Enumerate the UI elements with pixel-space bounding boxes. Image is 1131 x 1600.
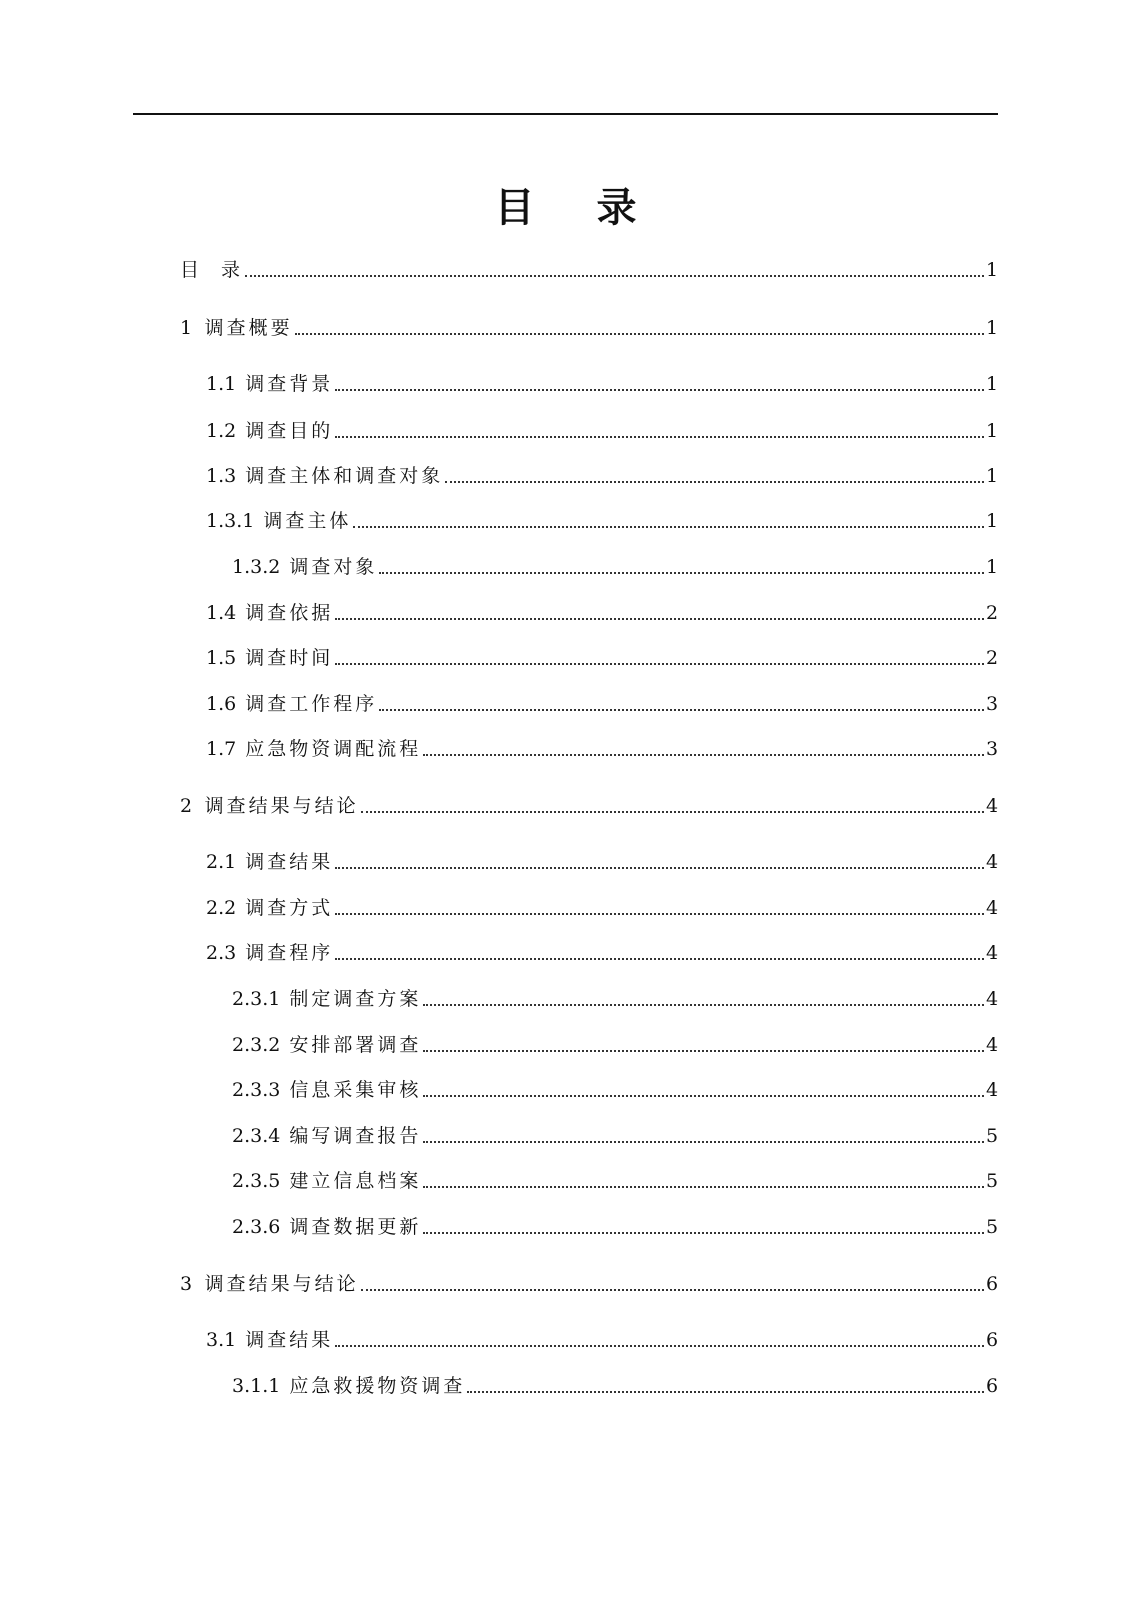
toc-entry-number: 目 xyxy=(180,259,200,281)
toc-entry[interactable] xyxy=(232,1031,998,1059)
toc-entry-text: 调查数据更新 xyxy=(289,1216,422,1238)
toc-entry-text: 信息采集审核 xyxy=(289,1079,422,1101)
toc-entry-label xyxy=(206,848,333,876)
toc-page-number: 1 xyxy=(986,317,999,339)
toc-entry[interactable] xyxy=(180,1270,998,1298)
toc-page-number: 4 xyxy=(986,988,999,1010)
toc-leader-dots xyxy=(335,913,984,915)
toc-leader-dots xyxy=(361,811,984,813)
toc-entry-label xyxy=(180,314,293,342)
toc-leader-dots xyxy=(335,618,984,620)
toc-entry-number: 3.1 xyxy=(206,1329,237,1351)
toc-entry-number: 2.3.5 xyxy=(232,1170,281,1192)
toc-entry[interactable] xyxy=(232,1076,998,1104)
toc-leader-dots xyxy=(379,709,984,711)
toc-entry[interactable] xyxy=(232,985,998,1013)
toc-entry-number: 1.3 xyxy=(206,465,237,487)
toc-entry-number: 1.4 xyxy=(206,602,237,624)
toc-entry-text: 调查依据 xyxy=(245,602,334,624)
toc-entry-label xyxy=(180,792,359,820)
toc-entry[interactable] xyxy=(180,256,998,284)
toc-entry[interactable] xyxy=(232,1167,998,1195)
toc-page-number: 4 xyxy=(986,897,999,919)
toc-entry-number: 2.3.3 xyxy=(232,1079,281,1101)
toc-entry-label xyxy=(206,690,377,718)
toc-leader-dots xyxy=(423,1004,984,1006)
toc-entry[interactable] xyxy=(206,939,998,967)
toc-entry-label xyxy=(232,1372,465,1400)
toc-leader-dots xyxy=(353,526,984,528)
toc-leader-dots xyxy=(335,389,984,391)
toc-entry-text: 调查背景 xyxy=(245,373,334,395)
toc-entry-label xyxy=(232,1167,421,1195)
toc-entry-number: 2.3.1 xyxy=(232,988,281,1010)
toc-entry[interactable] xyxy=(232,1122,998,1150)
toc-entry-label xyxy=(206,735,421,763)
toc-page-number: 1 xyxy=(986,510,999,532)
toc-leader-dots xyxy=(423,1232,984,1234)
toc-page-number: 1 xyxy=(986,556,999,578)
toc-page-number: 6 xyxy=(986,1375,999,1397)
toc-entry-number: 2.3.2 xyxy=(232,1034,281,1056)
toc-page-number: 1 xyxy=(986,373,999,395)
toc-leader-dots xyxy=(379,572,984,574)
toc-entry-text: 调查主体 xyxy=(263,510,352,532)
toc-leader-dots xyxy=(423,1050,984,1052)
toc-entry-label xyxy=(232,553,377,581)
toc-leader-dots xyxy=(423,754,984,756)
toc-entry[interactable] xyxy=(206,690,998,718)
toc-page-number: 4 xyxy=(986,942,999,964)
toc-entry-text: 调查主体和调查对象 xyxy=(245,465,444,487)
toc-entry-text: 调查工作程序 xyxy=(245,693,378,715)
toc-entry-number: 1.7 xyxy=(206,738,237,760)
toc-entry[interactable] xyxy=(232,1213,998,1241)
toc-leader-dots xyxy=(335,1345,984,1347)
toc-entry-label xyxy=(206,417,333,445)
toc-page-number: 4 xyxy=(986,795,999,817)
toc-entry-number: 1.3.1 xyxy=(206,510,255,532)
toc-page-number: 5 xyxy=(986,1216,999,1238)
toc-page-number: 2 xyxy=(986,647,999,669)
toc-entry-number: 1.2 xyxy=(206,420,237,442)
toc-entry-label xyxy=(232,1076,421,1104)
toc-entry-label xyxy=(180,256,243,284)
toc-entry-label xyxy=(206,939,333,967)
toc-page-number: 3 xyxy=(986,738,999,760)
toc-entry-label xyxy=(206,507,351,535)
toc-entry-label xyxy=(232,1213,421,1241)
toc-entry[interactable] xyxy=(206,462,998,490)
toc-leader-dots xyxy=(335,958,984,960)
toc-entry[interactable] xyxy=(232,553,998,581)
toc-entry[interactable] xyxy=(206,1326,998,1354)
toc-entry-text: 制定调查方案 xyxy=(289,988,422,1010)
toc-title: 目 录 xyxy=(494,185,661,231)
toc-entry[interactable] xyxy=(206,417,998,445)
toc-page-number: 2 xyxy=(986,602,999,624)
toc-page-number: 4 xyxy=(986,1034,999,1056)
toc-entry[interactable] xyxy=(206,894,998,922)
toc-entry-label xyxy=(206,370,333,398)
toc-entry-label xyxy=(206,599,333,627)
toc-entry-number: 2 xyxy=(180,795,193,817)
toc-entry[interactable] xyxy=(206,848,998,876)
toc-entry-text: 调查结果 xyxy=(245,851,334,873)
toc-entry-text: 调查概要 xyxy=(204,317,293,339)
toc-entry-text: 调查目的 xyxy=(245,420,334,442)
toc-entry[interactable] xyxy=(206,370,998,398)
toc-leader-dots xyxy=(335,663,984,665)
toc-entry-text: 建立信息档案 xyxy=(289,1170,422,1192)
toc-entry-label xyxy=(206,1326,333,1354)
toc-page-number: 1 xyxy=(986,420,999,442)
toc-entry-number: 2.3.4 xyxy=(232,1125,281,1147)
toc-page-number: 1 xyxy=(986,465,999,487)
toc-entry-label xyxy=(180,1270,359,1298)
toc-leader-dots xyxy=(423,1186,984,1188)
toc-leader-dots xyxy=(445,481,984,483)
toc-entry-text: 录 xyxy=(221,259,244,281)
toc-entry-text: 调查对象 xyxy=(289,556,378,578)
toc-entry-text: 编写调查报告 xyxy=(289,1125,422,1147)
toc-entry-text: 安排部署调查 xyxy=(289,1034,422,1056)
toc-entry-text: 应急物资调配流程 xyxy=(245,738,422,760)
toc-entry-text: 调查时间 xyxy=(245,647,334,669)
toc-entry[interactable] xyxy=(232,1372,998,1400)
toc-page-number: 6 xyxy=(986,1273,999,1295)
toc-page-number: 5 xyxy=(986,1170,999,1192)
toc-leader-dots xyxy=(245,275,984,277)
toc-leader-dots xyxy=(423,1141,984,1143)
toc-entry-text: 调查程序 xyxy=(245,942,334,964)
toc-page-number: 5 xyxy=(986,1125,999,1147)
toc-entry[interactable] xyxy=(206,599,998,627)
toc-entry-label xyxy=(206,894,333,922)
toc-entry-number: 2.1 xyxy=(206,851,237,873)
toc-entry-number: 1 xyxy=(180,317,193,339)
toc-entry-label xyxy=(232,1031,421,1059)
toc-leader-dots xyxy=(467,1391,984,1393)
toc-leader-dots xyxy=(423,1095,984,1097)
toc-entry[interactable] xyxy=(180,792,998,820)
toc-entry-text: 应急救援物资调查 xyxy=(289,1375,466,1397)
toc-entry-number: 1.6 xyxy=(206,693,237,715)
toc-leader-dots xyxy=(335,436,984,438)
toc-page-number: 6 xyxy=(986,1329,999,1351)
toc-entry[interactable] xyxy=(180,314,998,342)
toc-entry-number: 1.3.2 xyxy=(232,556,281,578)
toc-entry-label xyxy=(206,462,443,490)
toc-entry-label xyxy=(232,1122,421,1150)
toc-entry-number: 1.5 xyxy=(206,647,237,669)
toc-entry-number: 2.2 xyxy=(206,897,237,919)
toc-leader-dots xyxy=(295,333,984,335)
toc-entry[interactable] xyxy=(206,735,998,763)
toc-leader-dots xyxy=(361,1289,984,1291)
toc-entry-number: 1.1 xyxy=(206,373,237,395)
toc-entry-number: 2.3.6 xyxy=(232,1216,281,1238)
toc-page-number: 1 xyxy=(986,259,999,281)
toc-entry-number: 3.1.1 xyxy=(232,1375,281,1397)
toc-entry-text: 调查结果与结论 xyxy=(204,795,359,817)
toc-entry-text: 调查方式 xyxy=(245,897,334,919)
toc-leader-dots xyxy=(335,867,984,869)
toc-entry[interactable] xyxy=(206,507,998,535)
toc-entry-text: 调查结果与结论 xyxy=(204,1273,359,1295)
toc-entry-label xyxy=(232,985,421,1013)
toc-entry-text: 调查结果 xyxy=(245,1329,334,1351)
toc-page-number: 4 xyxy=(986,1079,999,1101)
toc-entry[interactable] xyxy=(206,644,998,672)
toc-entry-number: 3 xyxy=(180,1273,193,1295)
toc-page-number: 3 xyxy=(986,693,999,715)
toc-entry-label xyxy=(206,644,333,672)
toc-entry-number: 2.3 xyxy=(206,942,237,964)
toc-page-number: 4 xyxy=(986,851,999,873)
